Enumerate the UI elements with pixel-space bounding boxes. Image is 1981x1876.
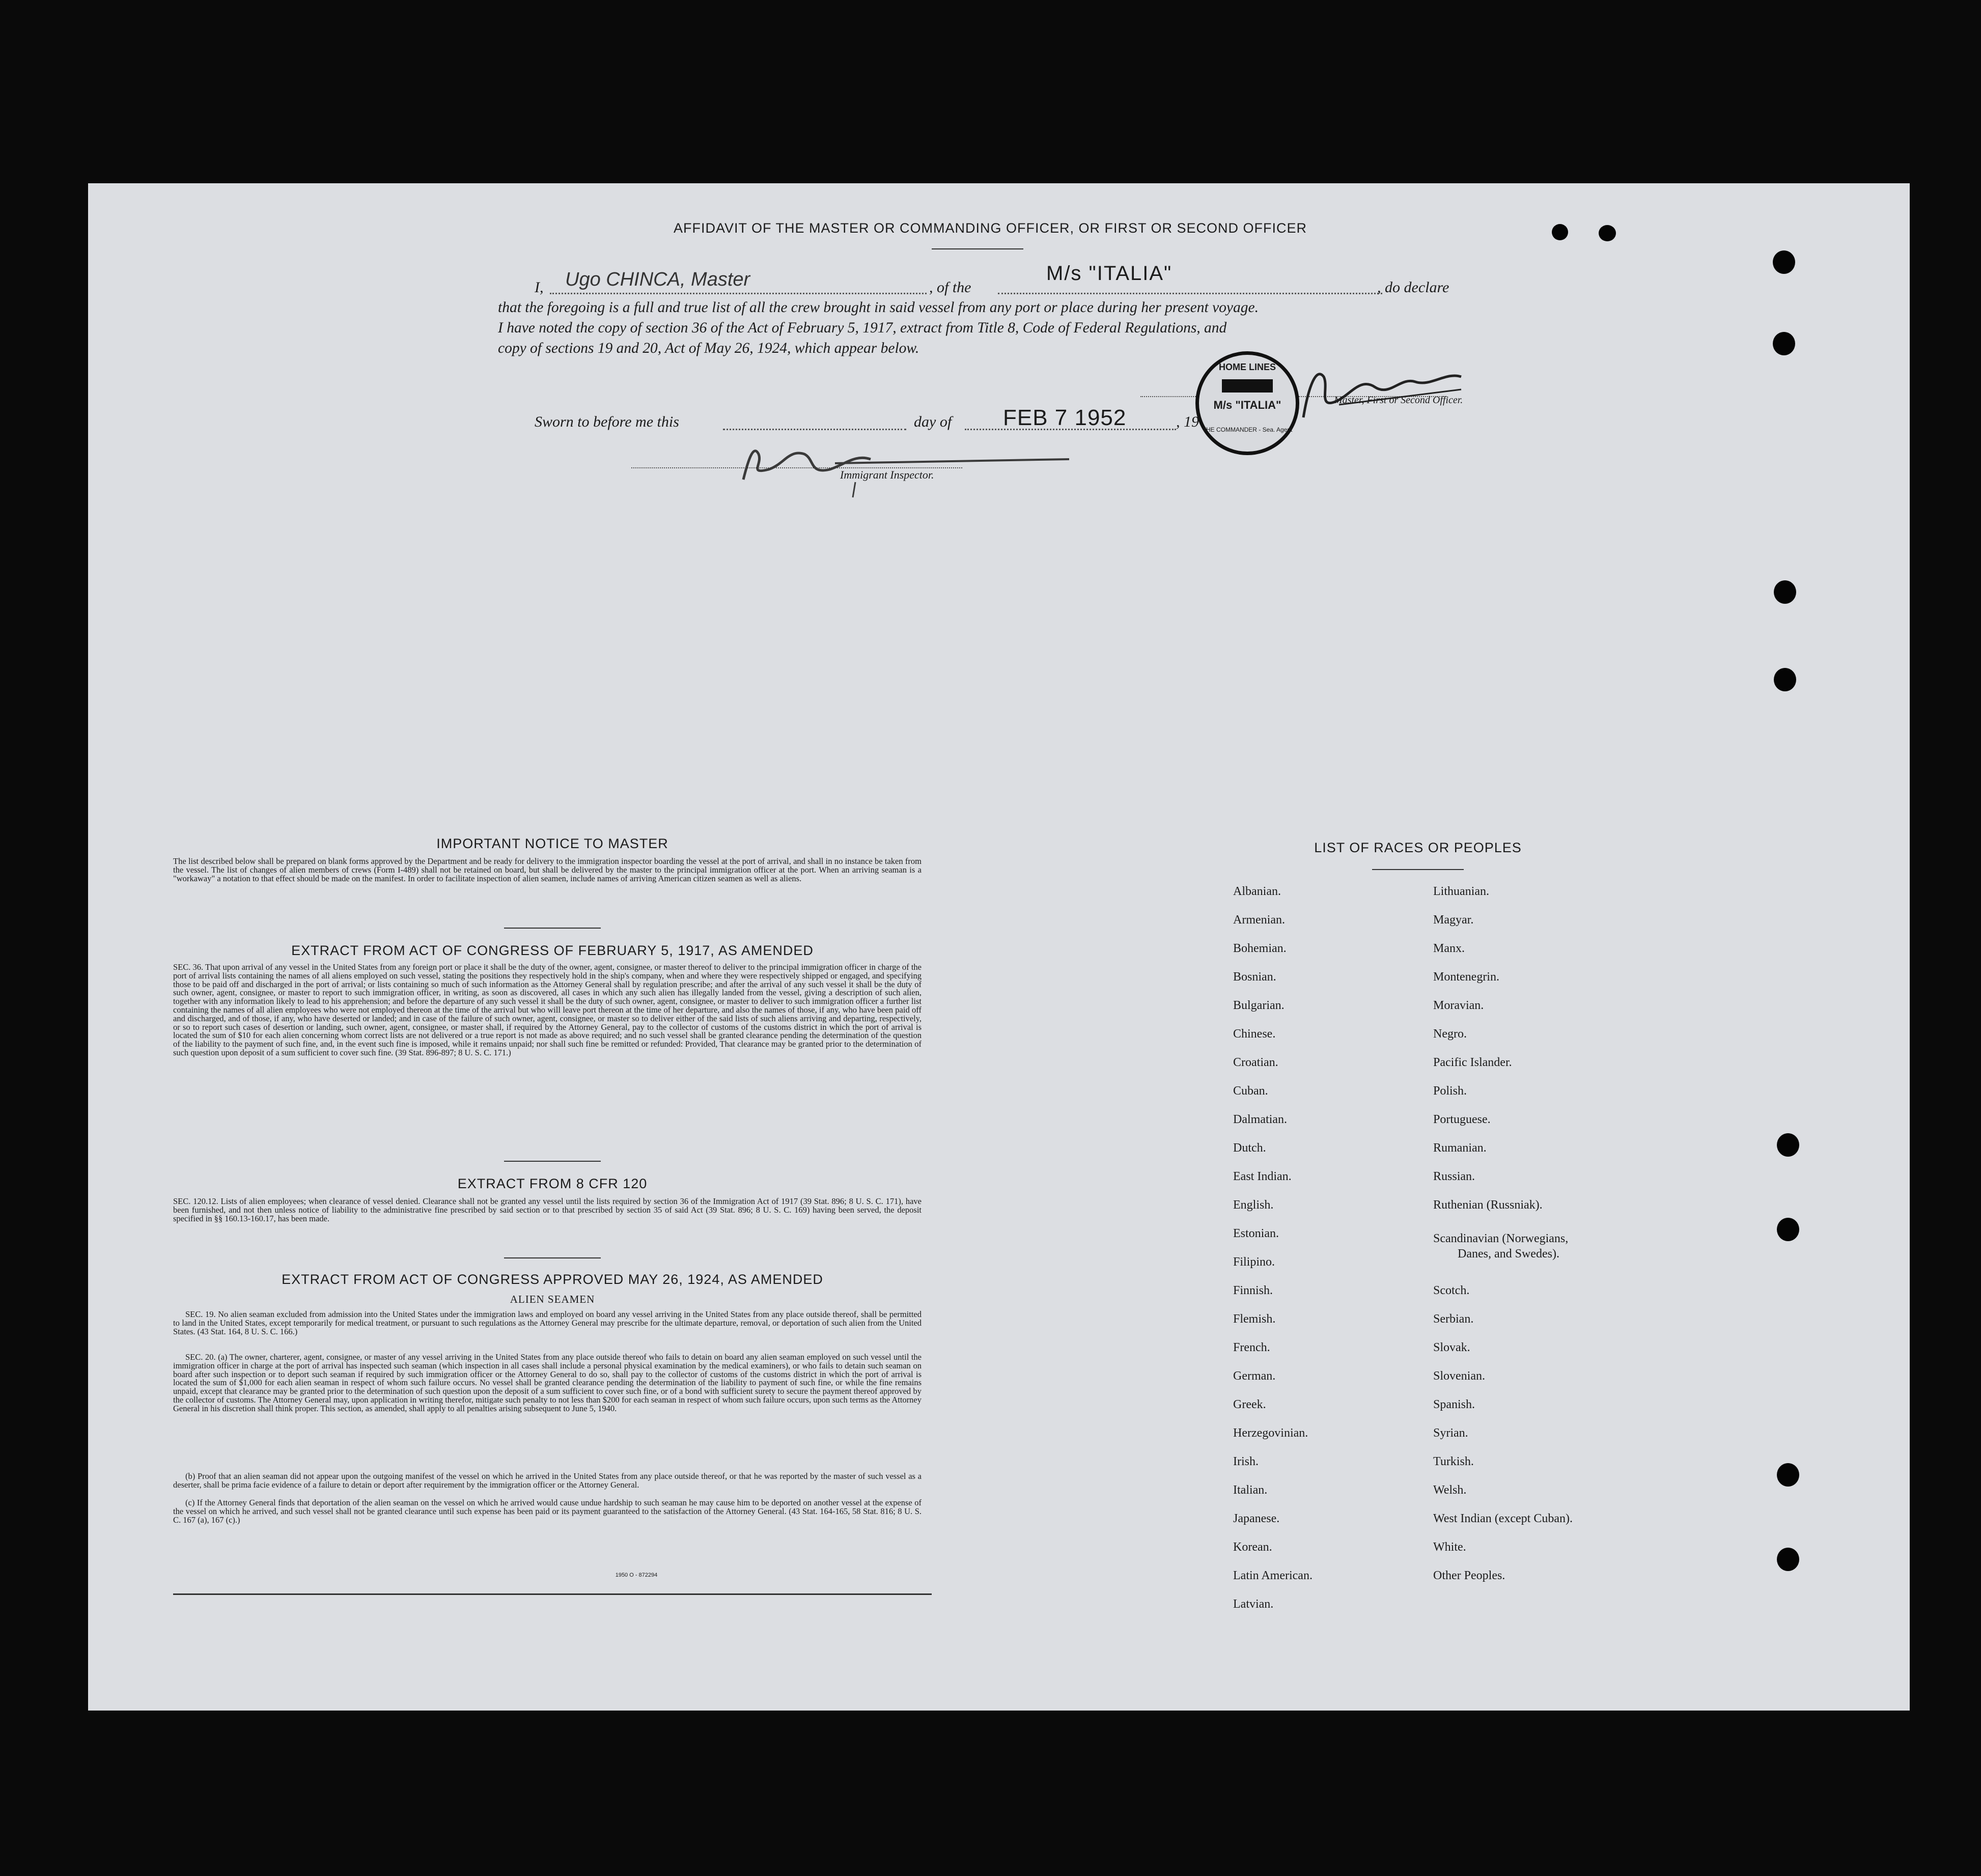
punch-hole (1552, 224, 1568, 240)
extract-1917-body: SEC. 36. That upon arrival of any vessel in the United States from any foreign port or place it shall be the duty of the owner, agent, consignee, or master thereof to deliver to the principal immigration officer in charge of the port of arrival lists containing the names of all aliens employed on such vessel, stating the positions they respectively hold in the ship's company, when and where they were respectively shipped or engaged, and specifying those to be paid off and discharged in the port of arrival; or lists containing so much of such information as the Attorney General shall by regulation prescribe; and after the arrival of any such vessel it shall be the duty of such owner, agent, consignee, or master to report to such immigration officer, in writing, as soon as discovered, all cases in which any such alien has illegally landed from the vessel, giving a description of such alien, together with any information likely to lead to his apprehension; and before the departure of any such vessel it shall be the duty of such owner, agent, consignee, or master to deliver to such immigration officer a further list containing the names of all alien employees who were not employed thereon at the time of the arrival but who will leave port thereon at the time of her departure, and also the names of those, if any, who have been paid off and discharged, and of those, if any, who have deserted or landed; and in case of the failure of such owner, agent, consignee, or master so to deliver either of the said lists of such aliens arriving and departing, respectively, or so to report such cases of desertion or landing, such owner, agent, consignee, or master shall, if required by the Attorney General, pay to the collector of customs of the customs district in which the port of arrival is located the sum of $10 for each alien concerning whom correct lists are not delivered or a true report is not made as above required; and no such vessel shall be granted clearance pending the determination of the question of the liability to the payment of such fine, and, in the event such fine is imposed, while it remains unpaid; nor shall such fine be remitted or refunded: Provided, That clearance may be granted prior to the determination of such question upon deposit of a sum sufficient to cover such fine. (39 Stat. 896-897; 8 U. S. C. 171.) (173, 962, 922, 1057)
fill-line (723, 429, 906, 430)
punch-hole (1777, 1463, 1799, 1487)
extract-1924-title: EXTRACT FROM ACT OF CONGRESS APPROVED MAY 26, 1924, AS AMENDED (282, 1272, 823, 1287)
year-prefix: , 19 (1176, 413, 1199, 430)
fill-line (998, 293, 1382, 294)
officer-caption: Master, First or Second Officer. (1334, 395, 1463, 406)
race-item: Italian. (1233, 1483, 1268, 1497)
race-item: Slovak. (1433, 1341, 1470, 1354)
race-item: Danes, and Swedes). (1458, 1247, 1559, 1261)
race-item: Scandinavian (Norwegians, (1433, 1232, 1569, 1245)
divider (504, 1257, 601, 1258)
race-item: Chinese. (1233, 1027, 1276, 1041)
race-item: East Indian. (1233, 1170, 1292, 1183)
extract-1917-title: EXTRACT FROM ACT OF CONGRESS OF FEBRUARY 5, 1917, AS AMENDED (291, 943, 814, 958)
race-item: Flemish. (1233, 1312, 1276, 1326)
race-item: Dalmatian. (1233, 1113, 1287, 1126)
affidavit-line-2: that the foregoing is a full and true list of all the crew brought in said vessel from any port or place during her present voyage. (498, 299, 1259, 316)
vessel-seal-stamp: HOME LINES M/s "ITALIA" THE COMMANDER - Sea. Agent (1195, 351, 1299, 455)
master-name-handwritten: Ugo CHINCA, Master (565, 269, 750, 290)
race-item: Bosnian. (1233, 970, 1276, 984)
affidavit-prefix: I, (535, 279, 544, 296)
officer-signature (1293, 356, 1466, 428)
punch-hole (1774, 668, 1796, 691)
race-item: Bulgarian. (1233, 999, 1285, 1012)
race-item: Moravian. (1433, 999, 1484, 1012)
punch-hole (1774, 580, 1796, 604)
crown-emblem (1222, 379, 1273, 393)
extract-1924-sec20c: (c) If the Attorney General finds that deportation of the alien seaman on the vessel on which he arrived would cause undue hardship to such seaman he may cause him to be deported on another vessel at the expense of the vessel on which he arrived, and such vessel shall not be granted clearance until such expense has been paid or its payment guaranteed to the satisfaction of the Attorney General. (43 Stat. 164-165, 58 Stat. 816; 8 U. S. C. 167 (a), 167 (c).) (173, 1498, 922, 1525)
alien-seamen-subtitle: ALIEN SEAMEN (510, 1293, 595, 1305)
race-item: Other Peoples. (1433, 1569, 1505, 1582)
race-item: German. (1233, 1369, 1276, 1383)
punch-hole (1773, 332, 1795, 355)
race-item: English. (1233, 1198, 1274, 1212)
race-item: Manx. (1433, 942, 1465, 955)
race-item: Russian. (1433, 1170, 1475, 1183)
do-declare-label: , do declare (1377, 279, 1449, 296)
inspector-signature (733, 434, 1079, 500)
race-item: Latvian. (1233, 1598, 1274, 1611)
race-item: Filipino. (1233, 1255, 1275, 1269)
affidavit-title: AFFIDAVIT OF THE MASTER OR COMMANDING OFFICER, OR FIRST OR SECOND OFFICER (673, 220, 1307, 236)
race-item: Korean. (1233, 1541, 1272, 1554)
races-title: LIST OF RACES OR PEOPLES (1314, 840, 1522, 855)
race-item: Portuguese. (1433, 1113, 1491, 1126)
notice-body: The list described below shall be prepared on blank forms approved by the Department and be ready for delivery to the immigration inspector boarding the vessel at the port of arrival, and shall in no instance be taken from the vessel. The list of changes of alien members of crews (Form I-489) shall not be retained on board, but shall be delivered by the master to the principal immigration officer at the port. When an arriving seaman is a "workaway" a notation to that effect should be made on the manifest. In order to facilitate inspection of alien seamen, include names of arriving American citizen seamen as well as aliens. (173, 856, 922, 883)
race-item: Finnish. (1233, 1284, 1273, 1297)
race-item: Turkish. (1433, 1455, 1474, 1468)
fill-line (550, 293, 927, 294)
divider (504, 928, 601, 929)
race-item: Herzegovinian. (1233, 1426, 1308, 1440)
day-of-label: day of (914, 413, 952, 430)
race-item: Greek. (1233, 1398, 1266, 1411)
race-item: Rumanian. (1433, 1141, 1487, 1155)
race-item: Cuban. (1233, 1084, 1268, 1098)
sworn-label: Sworn to before me this (535, 413, 679, 430)
race-item: Montenegrin. (1433, 970, 1499, 984)
divider (504, 1161, 601, 1162)
punch-hole (1777, 1548, 1799, 1571)
race-item: Welsh. (1433, 1483, 1467, 1497)
race-item: Japanese. (1233, 1512, 1280, 1525)
race-item: Polish. (1433, 1084, 1467, 1098)
race-item: Serbian. (1433, 1312, 1474, 1326)
bottom-rule (173, 1593, 932, 1595)
race-item: West Indian (except Cuban). (1433, 1512, 1573, 1525)
race-item: Scotch. (1433, 1284, 1470, 1297)
date-stamp: FEB 7 1952 (1003, 405, 1127, 430)
race-item: White. (1433, 1541, 1466, 1554)
race-item: Negro. (1433, 1027, 1467, 1041)
punch-hole (1599, 225, 1616, 241)
race-item: Ruthenian (Russniak). (1433, 1198, 1543, 1212)
of-the-label: , of the (929, 279, 971, 296)
extract-1924-sec20a: SEC. 20. (a) The owner, charterer, agent, consignee, or master of any vessel arriving in the United States from any place outside thereof who fails to detain on board any alien seaman employed on such vessel until the immigration officer in charge at the port of arrival has inspected such seaman (which inspection in all cases shall include a personal physical examination by the medical examiners), or who fails to detain such seaman on board after such inspection or to deport such seaman if required by such immigration officer or the Attorney General to do so, shall pay to the collector of customs of the customs district in which the port of arrival is located the sum of $1,000 for each alien seaman in respect of whom such failure occurs. No vessel shall be granted clearance pending the determination of the liability to payment of such fine, or while the fine remains unpaid, except that clearance may be granted prior to the determination of such question upon the deposit of a sum sufficient to cover such fine, or of a bond with sufficient surety to secure the payment thereof approved by the collector of customs. The Attorney General may, upon application in writing therefor, mitigate such penalty to not less than $200 for each seaman in respect of whom such failure occurs, upon such terms as the Attorney General in his discretion shall think proper. This section, as amended, shall apply to all penalties arising subsequent to June 5, 1940. (173, 1352, 922, 1413)
race-item: Croatian. (1233, 1056, 1278, 1069)
punch-hole (1773, 250, 1795, 274)
race-item: Magyar. (1433, 913, 1474, 927)
affidavit-line-3: I have noted the copy of section 36 of the Act of February 5, 1917, extract from Title 8, Code of Federal Regulations, and (498, 320, 1227, 336)
race-item: Pacific Islander. (1433, 1056, 1512, 1069)
race-item: Latin American. (1233, 1569, 1313, 1582)
race-item: Slovenian. (1433, 1369, 1485, 1383)
inspector-caption: Immigrant Inspector. (840, 468, 934, 481)
affidavit-line-4: copy of sections 19 and 20, Act of May 26, 1924, which appear below. (498, 340, 919, 356)
race-item: Lithuanian. (1433, 885, 1489, 898)
race-item: Albanian. (1233, 885, 1281, 898)
extract-1924-sec19: SEC. 19. No alien seaman excluded from admission into the United States under the immigration laws and employed on board any vessel arriving in the United States from any place outside thereof, shall be permitted to land in the United States, except temporarily for medical treatment, or pursuant to such regulations as the Attorney General may prescribe for the ultimate departure, removal, or deportation of such alien from the United States. (43 Stat. 164, 8 U. S. C. 166.) (173, 1309, 922, 1336)
race-item: Irish. (1233, 1455, 1259, 1468)
print-code: 1950 O - 872294 (615, 1572, 658, 1578)
vessel-name: M/s "ITALIA" (1046, 262, 1173, 285)
punch-hole (1777, 1133, 1799, 1157)
race-item: Dutch. (1233, 1141, 1266, 1155)
extract-cfr-body: SEC. 120.12. Lists of alien employees; when clearance of vessel denied. Clearance shall not be granted any vessel until the lists required by section 36 of the Immigration Act of 1917 (39 Stat. 896; 8 U. S. C. 171), have been furnished, and not then unless notice of liability to the administrative fine prescribed by said section or to that prescribed by section 35 of said Act (39 Stat. 896; 8 U. S. C. 169) having been served, the deposit specified in §§ 160.13-160.17, has been made. (173, 1196, 922, 1223)
race-item: Estonian. (1233, 1227, 1279, 1240)
punch-hole (1777, 1218, 1799, 1241)
race-item: Spanish. (1433, 1398, 1475, 1411)
race-item: Bohemian. (1233, 942, 1287, 955)
race-item: Armenian. (1233, 913, 1285, 927)
race-item: Syrian. (1433, 1426, 1468, 1440)
divider (932, 248, 1023, 249)
race-item: French. (1233, 1341, 1270, 1354)
extract-1924-sec20b: (b) Proof that an alien seaman did not appear upon the outgoing manifest of the vessel on which he arrived in the United States from any place outside thereof, or that he was reported by the master of such vessel as a deserter, shall be prima facie evidence of a failure to detain or deport after requirement by the immigration officer or the Attorney General. (173, 1471, 922, 1490)
notice-title: IMPORTANT NOTICE TO MASTER (436, 836, 668, 851)
extract-cfr-title: EXTRACT FROM 8 CFR 120 (457, 1176, 648, 1191)
divider (1372, 869, 1464, 870)
